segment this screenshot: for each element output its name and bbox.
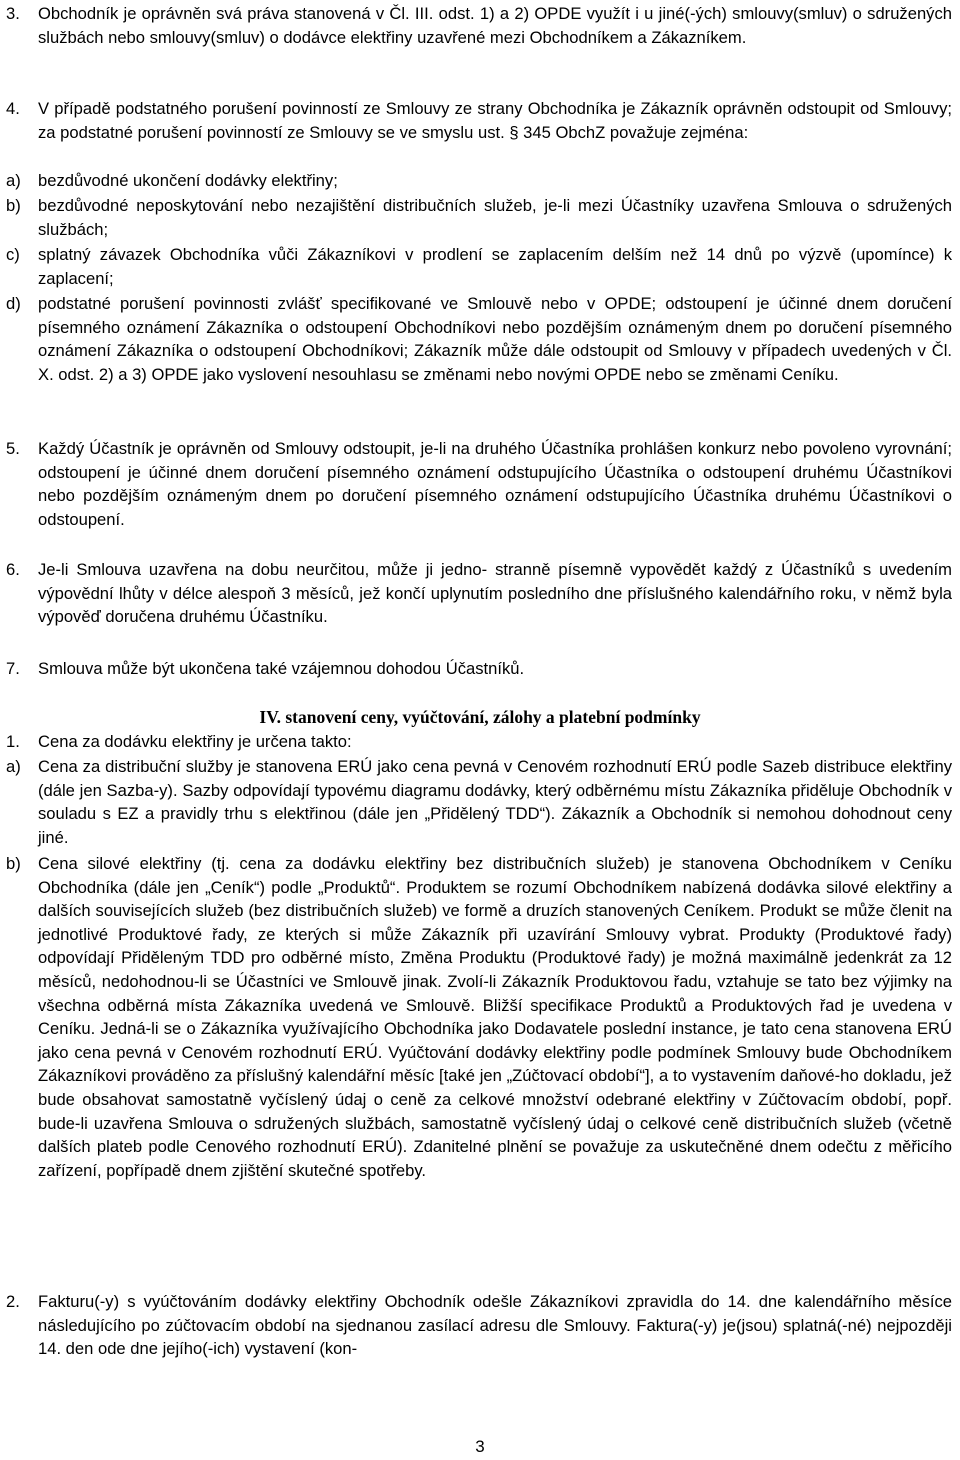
- paragraph-text: V případě podstatného porušení povinností ze Smlouvy ze strany Obchodníka je Zákazník oprávněn odstoupit od Smlouvy; za podstatné porušení povinností ze Smlouvy se ve smyslu ust. § 345 ObchZ považuje zejména:: [38, 99, 952, 142]
- paragraph-3: [6, 2, 952, 49]
- paragraph-number: 2.: [6, 1292, 20, 1311]
- list-marker: b): [6, 196, 21, 215]
- paragraph-6: [6, 558, 952, 629]
- paragraph-text: Smlouva může být ukončena také vzájemnou dohodou Účastníků.: [38, 659, 525, 678]
- paragraph-number: 6.: [6, 560, 20, 579]
- section-heading: IV. stanovení ceny, vyúčtování, zálohy a platební podmínky: [259, 707, 701, 727]
- section-paragraph-1: [6, 730, 952, 754]
- list-item-a: [6, 169, 952, 193]
- list-item-text: splatný závazek Obchodníka vůči Zákazníkovi v prodlení se zaplacením delším než 14 dnů po výzvě (upomínce) k zaplacení;: [38, 245, 952, 288]
- list-item-text: bezdůvodné neposkytování nebo nezajištění distribučních služeb, je-li mezi Účastníky uzavřena Smlouva o sdružených službách;: [38, 196, 952, 239]
- paragraph-number: 1.: [6, 732, 20, 751]
- paragraph-5: [6, 437, 952, 531]
- list-item-text: Cena silové elektřiny (tj. cena za dodávku elektřiny bez distribučních služeb) je stanovena Obchodníkem v Ceníku Obchodníka (dále jen „Ceník“) podle „Produktů“. Produktem se rozumí Obchodníkem nabízená dodávka silové elektřiny a dalších souvisejících služeb (bez distribučních služeb) ve formě a druzích stanovených Ceníkem. Produkt se může členit na jednotlivé Produktové řady, ze kterých si může Zákazník při uzavírání Smlouvy vybrat. Produkty (Produktové řady) odpovídají Přiděleným TDD pro odběrné místo, Změna Produktu (Produktové řady) je možná maximálně jedenkrát za 12 měsíců, nedohodnou-li se Účastníci ve Smlouvě jinak. Zvolí-li Zákazník Produktovou řadu, vztahuje se tato bez výjimky na všechna odběrná místa Zákazníka uvedená ve Smlouvě. Bližší specifikace Produktů a Produktových řad je uvedena v Ceníku. Jedná-li se o Zákazníka využívajícího Obchodníka jako Dodavatele poslední instance, je tato cena stanovena ERÚ jako cena pevná v Cenovém rozhodnutí ERÚ. Vyúčtování dodávky elektřiny podle podmínek Smlouvy bude Obchodníkem Zákazníkovi prováděno za příslušný kalendářní měsíc [také jen „Zúčtovací období“], a to vystavením daňové-ho dokladu, jež bude obsahovat samostatně vyčíslený údaj o ceně za celkové množství odebrané elektřiny v Zúčtovacím období, popř. bude-li uzavřena Smlouva o sdružených službách, samostatně vyčíslený údaj o celkové ceně distribučních služeb (včetně dalších plateb podle Cenového rozhodnutí ERÚ). Zdanitelné plnění se považuje za uskutečněné dnem odečtu z měřicího zařízení, popřípadě dnem zjištění skutečné spotřeby.: [38, 854, 952, 1180]
- list-marker: b): [6, 854, 21, 873]
- paragraph-4: [6, 97, 952, 144]
- paragraph-text: Je-li Smlouva uzavřena na dobu neurčitou, může ji jedno- stranně písemně vypovědět každý z Účastníků s uvedením výpovědní lhůty v délce alespoň 3 měsíců, jež končí uplynutím posledního dne příslušného kalendářního roku, v němž byla výpověď doručena druhému Účastníku.: [38, 560, 952, 627]
- list-item-d: [6, 292, 952, 386]
- paragraph-text: Obchodník je oprávněn svá práva stanovená v Čl. III. odst. 1) a 2) OPDE využít i u jiné(-ých) smlouvy(smluv) o sdružených službách nebo smlouvy(smluv) o dodávce elektřiny uzavřené mezi Obchodníkem a Zákazníkem.: [38, 4, 952, 47]
- page-number: 3: [475, 1437, 485, 1456]
- section-paragraph-2: [6, 1290, 952, 1361]
- paragraph-text: Fakturu(-y) s vyúčtováním dodávky elektřiny Obchodník odešle Zákazníkovi zpravidla do 14. dne kalendářního měsíce následujícího po zúčtovacím období na sjednanou zasílací adresu dle Smlouvy. Faktura(-y) je(jsou) splatná(-né) nejpozději 14. den ode dne jejího(-ich) vystavení (kon-: [38, 1292, 952, 1359]
- paragraph-7: [6, 657, 952, 681]
- list-marker: a): [6, 757, 21, 776]
- paragraph-number: 3.: [6, 4, 20, 23]
- list-item-c: [6, 243, 952, 290]
- section-list-item-b: [6, 852, 952, 1182]
- paragraph-number: 5.: [6, 439, 20, 458]
- list-item-text: bezdůvodné ukončení dodávky elektřiny;: [38, 171, 338, 190]
- list-marker: a): [6, 171, 21, 190]
- section-list-item-a: [6, 755, 952, 849]
- list-marker: c): [6, 245, 20, 264]
- paragraph-number: 4.: [6, 99, 20, 118]
- list-marker: d): [6, 294, 21, 313]
- paragraph-number: 7.: [6, 659, 20, 678]
- paragraph-text: Každý Účastník je oprávněn od Smlouvy odstoupit, je-li na druhého Účastníka prohlášen konkurz nebo povoleno vyrovnání; odstoupení je účinné dnem doručení písemného oznámení odstupujícího Účastníka o odstoupení druhému Účastníkovi nebo pozdějším oznámeným dnem po doručení písemného oznámení odstupujícího Účastníka druhému Účastníkovi o odstoupení.: [38, 439, 952, 529]
- paragraph-text: Cena za dodávku elektřiny je určena takto:: [38, 732, 352, 751]
- list-item-text: Cena za distribuční služby je stanovena ERÚ jako cena pevná v Cenovém rozhodnutí ERÚ podle Sazeb distribuce elektřiny (dále jen Sazba-y). Sazby odpovídají typovému diagramu dodávky, který odběrnému místu Zákazníka přiděluje Obchodník v souladu s EZ a pravidly trhu s elektřinou (dále jen „Přidělený TDD“). Zákazník a Obchodník si nemohou dohodnout ceny jiné.: [38, 757, 952, 847]
- list-item-b: [6, 194, 952, 241]
- list-item-text: podstatné porušení povinnosti zvlášť specifikované ve Smlouvě nebo v OPDE; odstoupení je účinné dnem doručení písemného oznámení Zákazníka o odstoupení Obchodníkovi nebo pozdějším oznámeným dnem po doručení písemného oznámení Zákazníka o odstoupení Obchodníkovi; Zákazník může dále odstoupit od Smlouvy v případech uvedených v Čl. X. odst. 2) a 3) OPDE jako vyslovení nesouhlasu se změnami nebo novými OPDE nebo se změnami Ceníku.: [38, 294, 952, 384]
